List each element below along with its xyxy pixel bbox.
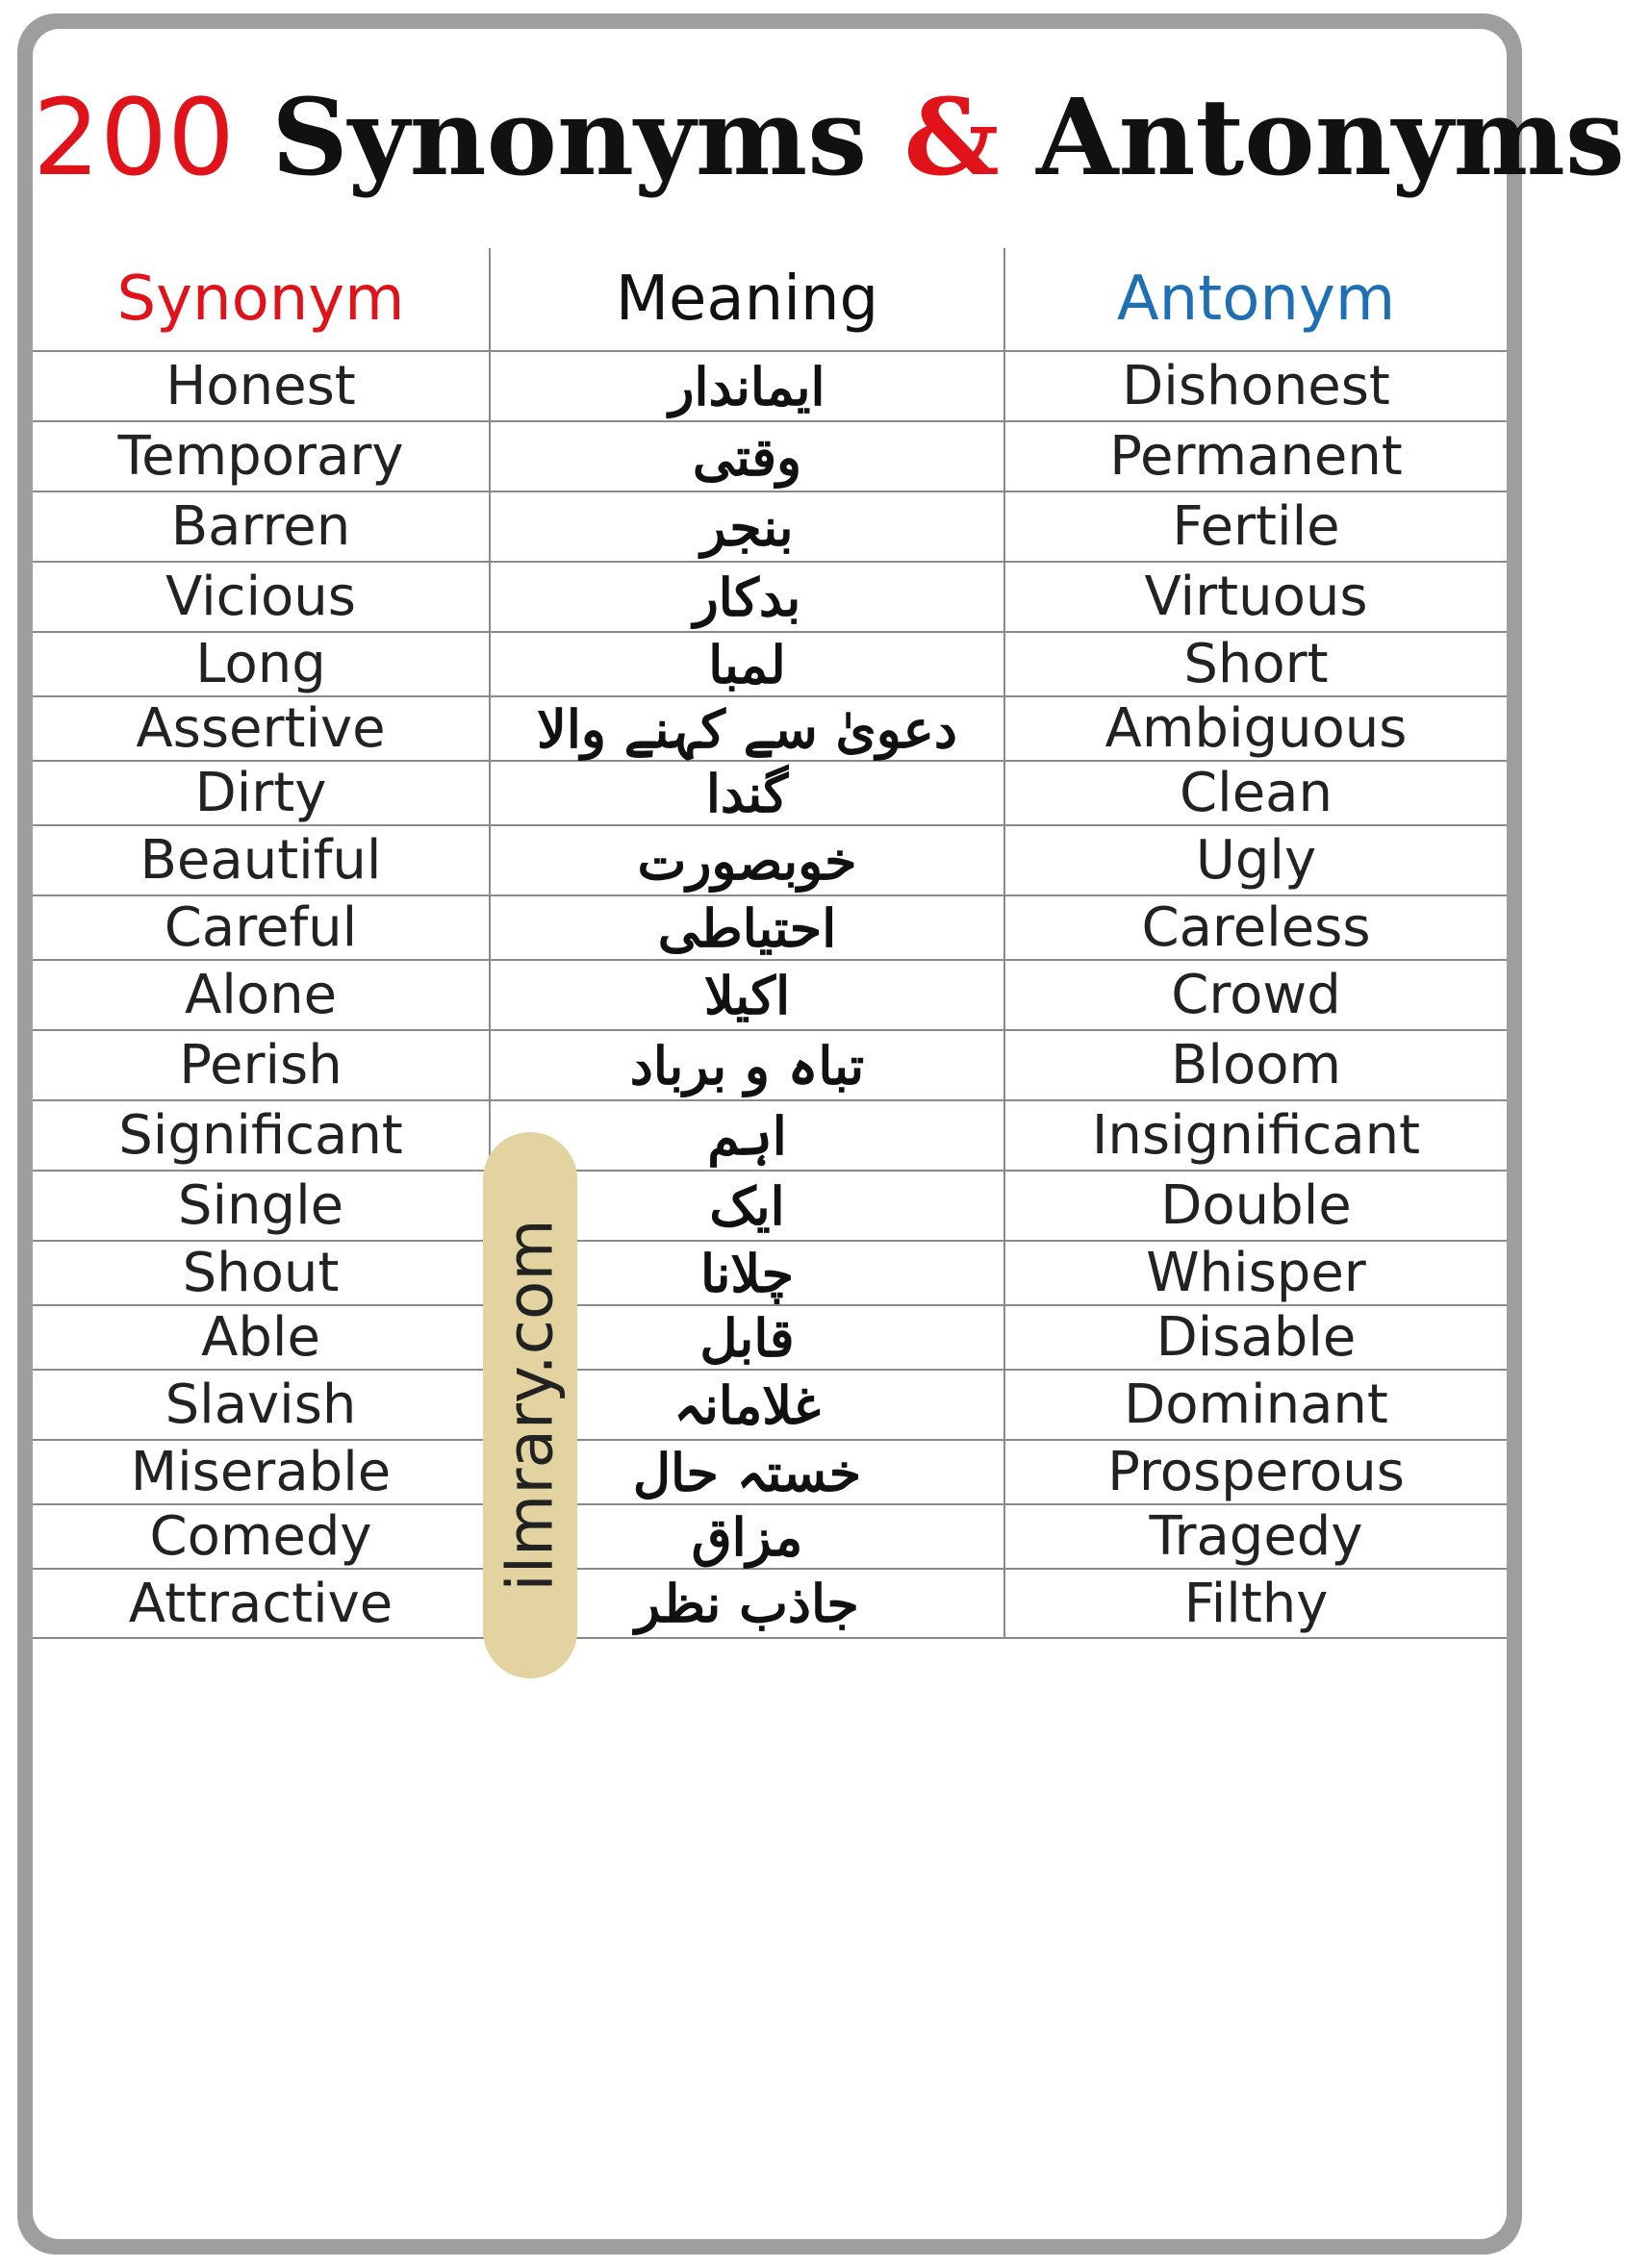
antonym-cell: Careless [1004, 895, 1507, 960]
antonym-cell: Short [1004, 632, 1507, 696]
table-row [33, 632, 1507, 696]
meaning-cell: لمبا [490, 632, 1004, 696]
synonym-cell: Slavish [33, 1370, 490, 1440]
synonym-cell: Comedy [33, 1504, 490, 1569]
synonym-cell: Honest [33, 351, 490, 421]
meaning-cell: خستہ حال [490, 1440, 1004, 1504]
synonym-cell: Assertive [33, 696, 490, 761]
antonym-cell: Whisper [1004, 1241, 1507, 1305]
page-title [33, 75, 1625, 200]
synonym-cell: Temporary [33, 421, 490, 491]
table-row [33, 1569, 1507, 1638]
header-row [33, 248, 1507, 351]
meaning-cell: قابل [490, 1305, 1004, 1370]
synonym-cell: Perish [33, 1030, 490, 1100]
synonym-cell: Dirty [33, 761, 490, 825]
antonym-cell: Bloom [1004, 1030, 1507, 1100]
table-row [33, 895, 1507, 960]
table-row [33, 1171, 1507, 1241]
table-row [33, 421, 1507, 491]
antonym-cell: Insignificant [1004, 1100, 1507, 1171]
table-row [33, 1440, 1507, 1504]
meaning-cell: بنجر [490, 491, 1004, 562]
title-ampersand: & [903, 75, 1000, 199]
antonym-cell: Double [1004, 1171, 1507, 1241]
antonym-cell: Disable [1004, 1305, 1507, 1370]
meaning-cell: اکیلا [490, 960, 1004, 1030]
meaning-cell: چلانا [490, 1241, 1004, 1305]
antonym-cell: Ambiguous [1004, 696, 1507, 761]
watermark-badge [483, 1132, 577, 1678]
table-row [33, 562, 1507, 632]
antonym-cell: Prosperous [1004, 1440, 1507, 1504]
synonym-cell: Careful [33, 895, 490, 960]
antonym-cell: Virtuous [1004, 562, 1507, 632]
meaning-cell: دعویٰ سے کہنے والا [490, 696, 1004, 761]
table-row [33, 1370, 1507, 1440]
synonym-cell: Alone [33, 960, 490, 1030]
meaning-cell: تباہ و برباد [490, 1030, 1004, 1100]
synonym-cell: Beautiful [33, 825, 490, 895]
antonym-cell: Permanent [1004, 421, 1507, 491]
table-row [33, 1100, 1507, 1171]
meaning-cell: خوبصورت [490, 825, 1004, 895]
table-row [33, 1305, 1507, 1370]
meaning-cell: غلامانہ [490, 1370, 1004, 1440]
synonym-cell: Long [33, 632, 490, 696]
table-row [33, 960, 1507, 1030]
table-row [33, 351, 1507, 421]
word-table [33, 248, 1507, 1639]
meaning-cell: ایماندار [490, 351, 1004, 421]
meaning-cell: مزاق [490, 1504, 1004, 1569]
antonym-cell: Tragedy [1004, 1504, 1507, 1569]
antonym-cell: Filthy [1004, 1569, 1507, 1638]
antonym-cell: Ugly [1004, 825, 1507, 895]
meaning-cell: اہم [490, 1100, 1004, 1171]
synonym-cell: Attractive [33, 1569, 490, 1638]
meaning-cell: ایک [490, 1171, 1004, 1241]
antonym-cell: Dishonest [1004, 351, 1507, 421]
header-synonym: Synonym [33, 248, 490, 351]
table-row [33, 761, 1507, 825]
synonym-cell: Significant [33, 1100, 490, 1171]
title-number: 200 [33, 76, 235, 199]
table-row [33, 1030, 1507, 1100]
table-row [33, 491, 1507, 562]
synonym-cell: Barren [33, 491, 490, 562]
synonym-cell: Vicious [33, 562, 490, 632]
watermark-text: ilmrary.com [493, 1219, 568, 1592]
antonym-cell: Fertile [1004, 491, 1507, 562]
title-antonyms: Antonyms [1036, 75, 1625, 199]
meaning-cell: وقتی [490, 421, 1004, 491]
meaning-cell: بدکار [490, 562, 1004, 632]
synonym-cell: Miserable [33, 1440, 490, 1504]
antonym-cell: Crowd [1004, 960, 1507, 1030]
meaning-cell: گندا [490, 761, 1004, 825]
content-card [33, 29, 1625, 2239]
table-row [33, 1504, 1507, 1569]
synonym-cell: Able [33, 1305, 490, 1370]
antonym-cell: Dominant [1004, 1370, 1507, 1440]
synonym-cell: Single [33, 1171, 490, 1241]
antonym-cell: Clean [1004, 761, 1507, 825]
title-synonyms: Synonyms [271, 75, 868, 199]
meaning-cell: احتیاطی [490, 895, 1004, 960]
header-antonym: Antonym [1004, 248, 1507, 351]
table-row [33, 696, 1507, 761]
table-row [33, 825, 1507, 895]
synonym-cell: Shout [33, 1241, 490, 1305]
meaning-cell: جاذب نظر [490, 1569, 1004, 1638]
table-row [33, 1241, 1507, 1305]
header-meaning: Meaning [490, 248, 1004, 351]
